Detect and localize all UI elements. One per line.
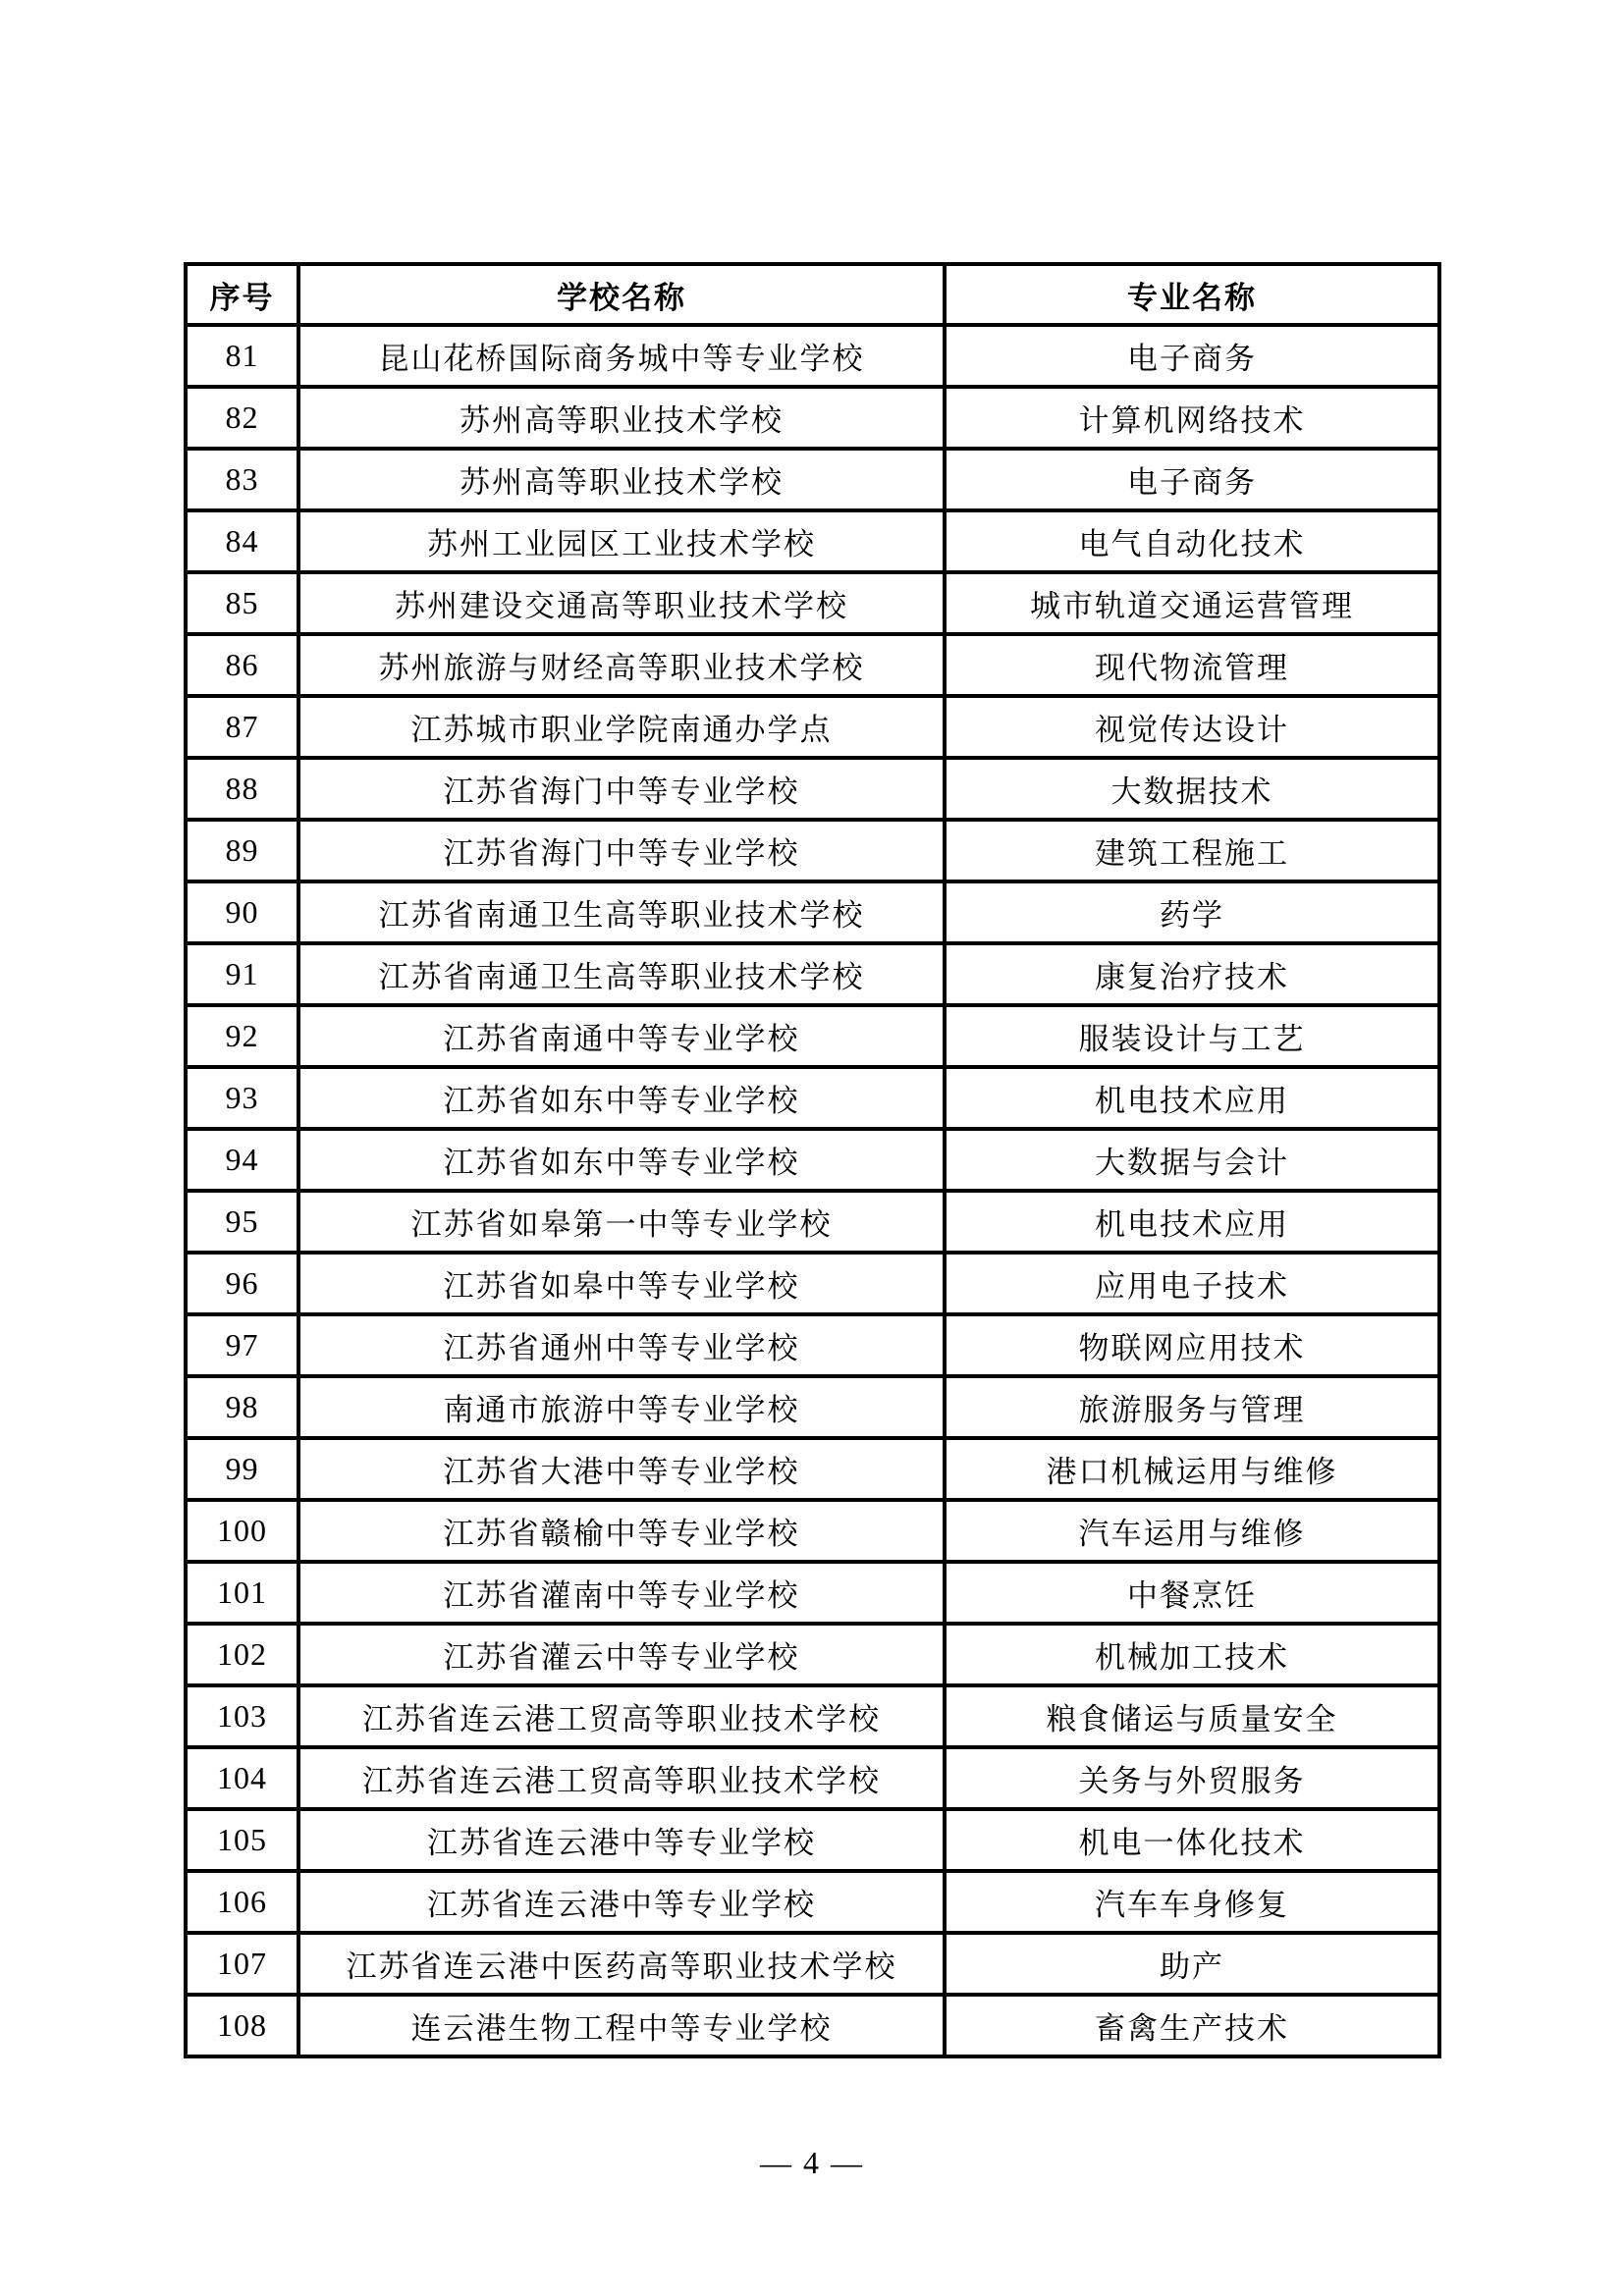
table-row (186, 1500, 1439, 1562)
row-no-cell: 94 (186, 1129, 298, 1191)
row-school-cell: 江苏省赣榆中等专业学校 (298, 1500, 945, 1562)
row-school-cell: 江苏省南通中等专业学校 (298, 1005, 945, 1067)
row-major-cell: 电子商务 (945, 325, 1439, 387)
table-row (186, 1624, 1439, 1685)
school-major-table (184, 262, 1441, 2058)
row-no-cell: 97 (186, 1314, 298, 1376)
row-school-cell: 江苏省通州中等专业学校 (298, 1314, 945, 1376)
row-no-cell: 96 (186, 1253, 298, 1314)
table-row (186, 1562, 1439, 1624)
row-major-cell: 机械加工技术 (945, 1624, 1439, 1685)
row-major-cell: 康复治疗技术 (945, 943, 1439, 1005)
row-major-cell: 畜禽生产技术 (945, 1995, 1439, 2056)
table-row (186, 1933, 1439, 1995)
row-no-cell: 92 (186, 1005, 298, 1067)
row-major-cell: 粮食储运与质量安全 (945, 1685, 1439, 1747)
row-no-cell: 98 (186, 1376, 298, 1438)
table-row (186, 881, 1439, 943)
table-row (186, 1191, 1439, 1253)
column-header-school: 学校名称 (298, 264, 945, 325)
row-no-cell: 107 (186, 1933, 298, 1995)
row-no-cell: 85 (186, 572, 298, 634)
row-no-cell: 81 (186, 325, 298, 387)
row-no-cell: 104 (186, 1747, 298, 1809)
table-row (186, 1067, 1439, 1129)
table-row (186, 1747, 1439, 1809)
row-school-cell: 江苏省南通卫生高等职业技术学校 (298, 943, 945, 1005)
row-no-cell: 91 (186, 943, 298, 1005)
row-no-cell: 108 (186, 1995, 298, 2056)
row-no-cell: 106 (186, 1871, 298, 1933)
row-school-cell: 江苏省连云港中医药高等职业技术学校 (298, 1933, 945, 1995)
table-row (186, 1376, 1439, 1438)
table-row (186, 1314, 1439, 1376)
row-no-cell: 93 (186, 1067, 298, 1129)
row-school-cell: 江苏省南通卫生高等职业技术学校 (298, 881, 945, 943)
table-row (186, 1438, 1439, 1500)
row-major-cell: 服装设计与工艺 (945, 1005, 1439, 1067)
row-major-cell: 大数据技术 (945, 758, 1439, 820)
table-row (186, 572, 1439, 634)
table-row (186, 510, 1439, 572)
row-no-cell: 83 (186, 449, 298, 510)
row-school-cell: 江苏省连云港中等专业学校 (298, 1871, 945, 1933)
row-major-cell: 计算机网络技术 (945, 387, 1439, 449)
table-body (186, 325, 1439, 2056)
row-no-cell: 89 (186, 820, 298, 881)
table-row (186, 1129, 1439, 1191)
row-school-cell: 江苏省如皋中等专业学校 (298, 1253, 945, 1314)
table-row (186, 696, 1439, 758)
row-school-cell: 江苏省灌南中等专业学校 (298, 1562, 945, 1624)
row-major-cell: 机电一体化技术 (945, 1809, 1439, 1871)
table-row (186, 1005, 1439, 1067)
row-school-cell: 江苏省海门中等专业学校 (298, 820, 945, 881)
row-no-cell: 103 (186, 1685, 298, 1747)
row-major-cell: 应用电子技术 (945, 1253, 1439, 1314)
row-major-cell: 中餐烹饪 (945, 1562, 1439, 1624)
row-school-cell: 苏州高等职业技术学校 (298, 449, 945, 510)
row-school-cell: 苏州工业园区工业技术学校 (298, 510, 945, 572)
row-school-cell: 江苏省如东中等专业学校 (298, 1129, 945, 1191)
row-school-cell: 江苏省连云港工贸高等职业技术学校 (298, 1747, 945, 1809)
row-major-cell: 机电技术应用 (945, 1191, 1439, 1253)
row-major-cell: 城市轨道交通运营管理 (945, 572, 1439, 634)
table-row (186, 325, 1439, 387)
table-row (186, 1995, 1439, 2056)
row-school-cell: 苏州建设交通高等职业技术学校 (298, 572, 945, 634)
table-row (186, 1809, 1439, 1871)
row-major-cell: 大数据与会计 (945, 1129, 1439, 1191)
page-number: — 4 — (760, 2145, 864, 2180)
row-no-cell: 102 (186, 1624, 298, 1685)
row-school-cell: 苏州高等职业技术学校 (298, 387, 945, 449)
row-school-cell: 苏州旅游与财经高等职业技术学校 (298, 634, 945, 696)
row-no-cell: 99 (186, 1438, 298, 1500)
row-major-cell: 药学 (945, 881, 1439, 943)
column-header-no: 序号 (186, 264, 298, 325)
row-school-cell: 江苏省如东中等专业学校 (298, 1067, 945, 1129)
row-school-cell: 江苏省如皋第一中等专业学校 (298, 1191, 945, 1253)
table-row (186, 820, 1439, 881)
row-major-cell: 现代物流管理 (945, 634, 1439, 696)
row-school-cell: 江苏城市职业学院南通办学点 (298, 696, 945, 758)
row-major-cell: 物联网应用技术 (945, 1314, 1439, 1376)
row-school-cell: 江苏省连云港中等专业学校 (298, 1809, 945, 1871)
table-row (186, 943, 1439, 1005)
row-no-cell: 95 (186, 1191, 298, 1253)
table-row (186, 634, 1439, 696)
table-row (186, 1685, 1439, 1747)
table-header-row (186, 264, 1439, 325)
row-major-cell: 关务与外贸服务 (945, 1747, 1439, 1809)
row-school-cell: 江苏省灌云中等专业学校 (298, 1624, 945, 1685)
row-no-cell: 84 (186, 510, 298, 572)
table-row (186, 1871, 1439, 1933)
row-major-cell: 电气自动化技术 (945, 510, 1439, 572)
row-major-cell: 港口机械运用与维修 (945, 1438, 1439, 1500)
row-no-cell: 105 (186, 1809, 298, 1871)
row-major-cell: 机电技术应用 (945, 1067, 1439, 1129)
column-header-major: 专业名称 (945, 264, 1439, 325)
row-no-cell: 100 (186, 1500, 298, 1562)
row-major-cell: 汽车车身修复 (945, 1871, 1439, 1933)
row-school-cell: 南通市旅游中等专业学校 (298, 1376, 945, 1438)
row-major-cell: 建筑工程施工 (945, 820, 1439, 881)
row-school-cell: 连云港生物工程中等专业学校 (298, 1995, 945, 2056)
row-school-cell: 江苏省连云港工贸高等职业技术学校 (298, 1685, 945, 1747)
row-no-cell: 82 (186, 387, 298, 449)
row-major-cell: 汽车运用与维修 (945, 1500, 1439, 1562)
row-school-cell: 昆山花桥国际商务城中等专业学校 (298, 325, 945, 387)
table-row (186, 387, 1439, 449)
row-no-cell: 87 (186, 696, 298, 758)
row-major-cell: 电子商务 (945, 449, 1439, 510)
row-no-cell: 86 (186, 634, 298, 696)
table-row (186, 1253, 1439, 1314)
table-row (186, 449, 1439, 510)
row-school-cell: 江苏省海门中等专业学校 (298, 758, 945, 820)
row-no-cell: 90 (186, 881, 298, 943)
row-school-cell: 江苏省大港中等专业学校 (298, 1438, 945, 1500)
row-major-cell: 助产 (945, 1933, 1439, 1995)
row-no-cell: 88 (186, 758, 298, 820)
table-row (186, 758, 1439, 820)
row-major-cell: 视觉传达设计 (945, 696, 1439, 758)
row-major-cell: 旅游服务与管理 (945, 1376, 1439, 1438)
row-no-cell: 101 (186, 1562, 298, 1624)
